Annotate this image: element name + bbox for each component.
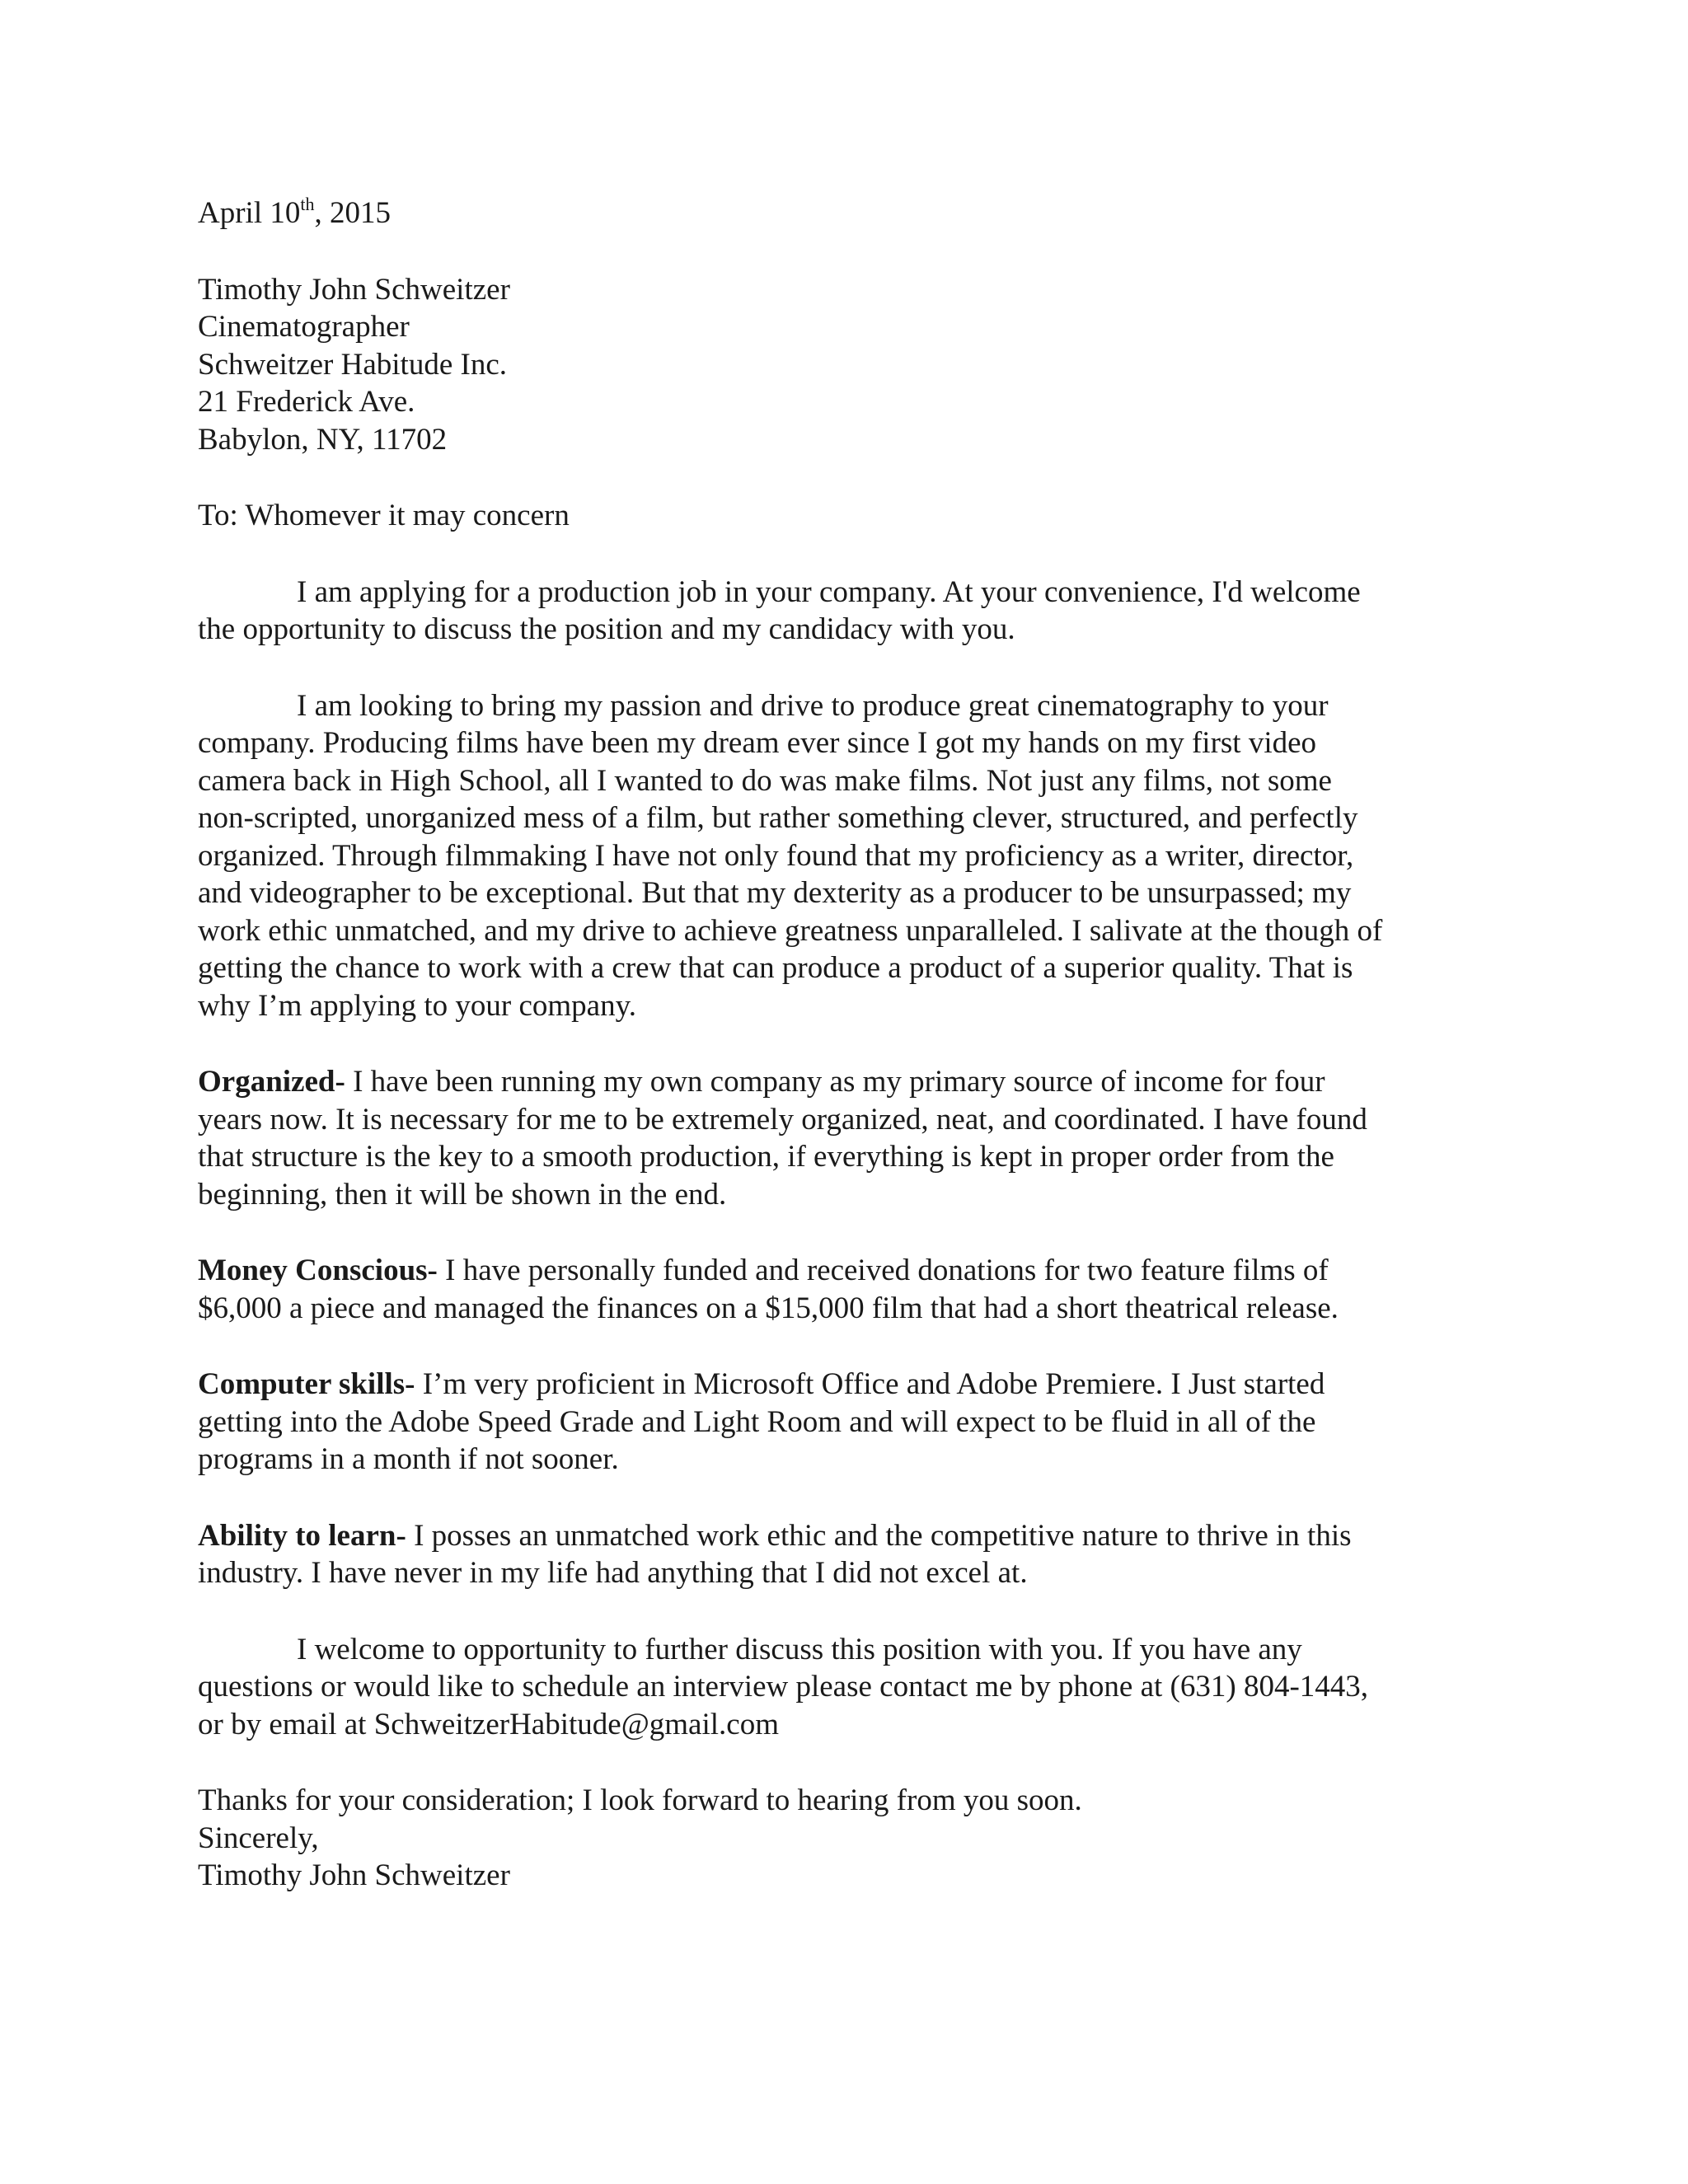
spacer (198, 1479, 1508, 1517)
paragraph-line: or by email at SchweitzerHabitude@gmail.com (198, 1707, 779, 1741)
sender-street: 21 Frederick Ave. (198, 385, 415, 419)
signature-name: Timothy John Schweitzer (198, 1858, 510, 1892)
skill-text: I’m very proficient in Microsoft Office and Adobe Premiere. I Just started (415, 1367, 1325, 1401)
closing-block (198, 1782, 1508, 1895)
skill-first-line (198, 1366, 1508, 1404)
paragraph-line: company. Producing films have been my dream ever since I got my hands on my first video (198, 726, 1317, 760)
skill-money-conscious (198, 1252, 1508, 1327)
skill-text: I have been running my own company as my primary source of income for four (345, 1065, 1325, 1099)
skill-heading: Organized- (198, 1065, 345, 1099)
paragraph-intro (198, 574, 1508, 649)
spacer (198, 1213, 1508, 1252)
skill-line: years now. It is necessary for me to be extremely organized, neat, and coordinated. I have found (198, 1102, 1367, 1137)
letter-date (198, 194, 1508, 232)
skill-line: getting into the Adobe Speed Grade and Light Room and will expect to be fluid in all of the (198, 1404, 1316, 1439)
paragraph-line: and videographer to be exceptional. But that my dexterity as a producer to be unsurpassed; my (198, 876, 1352, 910)
date-year: , 2015 (314, 196, 391, 230)
paragraph-line: work ethic unmatched, and my drive to achieve greatness unparalleled. I salivate at the though of (198, 913, 1383, 948)
skill-first-line (198, 1252, 1508, 1290)
sender-company: Schweitzer Habitude Inc. (198, 347, 507, 382)
closing-sincerely: Sincerely, (198, 1821, 319, 1855)
skill-heading: Ability to learn- (198, 1518, 406, 1553)
paragraph-line: I am looking to bring my passion and drive to produce great cinematography to your (297, 688, 1329, 723)
skill-line: industry. I have never in my life had anything that I did not excel at. (198, 1556, 1028, 1590)
paragraph-line: organized. Through filmmaking I have not only found that my proficiency as a writer, director, (198, 838, 1354, 873)
skill-computer (198, 1366, 1508, 1479)
skill-first-line (198, 1517, 1508, 1555)
closing-thanks: Thanks for your consideration; I look forward to hearing from you soon. (198, 1783, 1082, 1817)
skill-ability-to-learn (198, 1517, 1508, 1592)
paragraph-line: questions or would like to schedule an interview please contact me by phone at (631) 804-1443, (198, 1670, 1369, 1704)
skill-line: programs in a month if not sooner. (198, 1442, 619, 1476)
spacer (198, 232, 1508, 271)
skill-organized (198, 1063, 1508, 1213)
skill-text: I posses an unmatched work ethic and the competitive nature to thrive in this (406, 1518, 1352, 1553)
sender-address-block (198, 271, 1508, 459)
paragraph-line: camera back in High School, all I wanted to do was make films. Not just any films, not some (198, 763, 1332, 798)
paragraph-contact (198, 1631, 1508, 1744)
sender-title: Cinematographer (198, 310, 410, 344)
paragraph-line: I welcome to opportunity to further discuss this position with you. If you have any (297, 1632, 1302, 1666)
sender-city: Babylon, NY, 11702 (198, 422, 448, 457)
paragraph-passion (198, 687, 1508, 1025)
paragraph-line: why I’m applying to your company. (198, 988, 636, 1023)
skill-heading: Computer skills- (198, 1367, 415, 1401)
skill-line: that structure is the key to a smooth production, if everything is kept in proper order from the (198, 1140, 1334, 1174)
date-suffix: th (300, 194, 315, 214)
cover-letter (198, 194, 1508, 1895)
spacer (198, 1743, 1508, 1782)
skill-line: beginning, then it will be shown in the end. (198, 1177, 727, 1212)
spacer (198, 458, 1508, 497)
paragraph-line: non-scripted, unorganized mess of a film, but rather something clever, structured, and perfectly (198, 801, 1358, 835)
spacer (198, 1592, 1508, 1631)
paragraph-line: getting the chance to work with a crew that can produce a product of a superior quality. That is (198, 951, 1353, 985)
skill-heading: Money Conscious- (198, 1254, 438, 1287)
skill-line: $6,000 a piece and managed the finances on a $15,000 film that had a short theatrical release. (198, 1291, 1339, 1325)
spacer (198, 649, 1508, 687)
paragraph-line: the opportunity to discuss the position and my candidacy with you. (198, 612, 1015, 646)
sender-name: Timothy John Schweitzer (198, 272, 510, 307)
skill-first-line (198, 1063, 1508, 1101)
spacer (198, 1024, 1508, 1063)
spacer (198, 535, 1508, 574)
paragraph-line: I am applying for a production job in your company. At your convenience, I'd welcome (297, 574, 1361, 609)
salutation: To: Whomever it may concern (198, 499, 570, 532)
skill-text: I have personally funded and received donations for two feature films of (437, 1254, 1329, 1287)
date-month-day: April 10 (198, 196, 301, 230)
spacer (198, 1327, 1508, 1366)
